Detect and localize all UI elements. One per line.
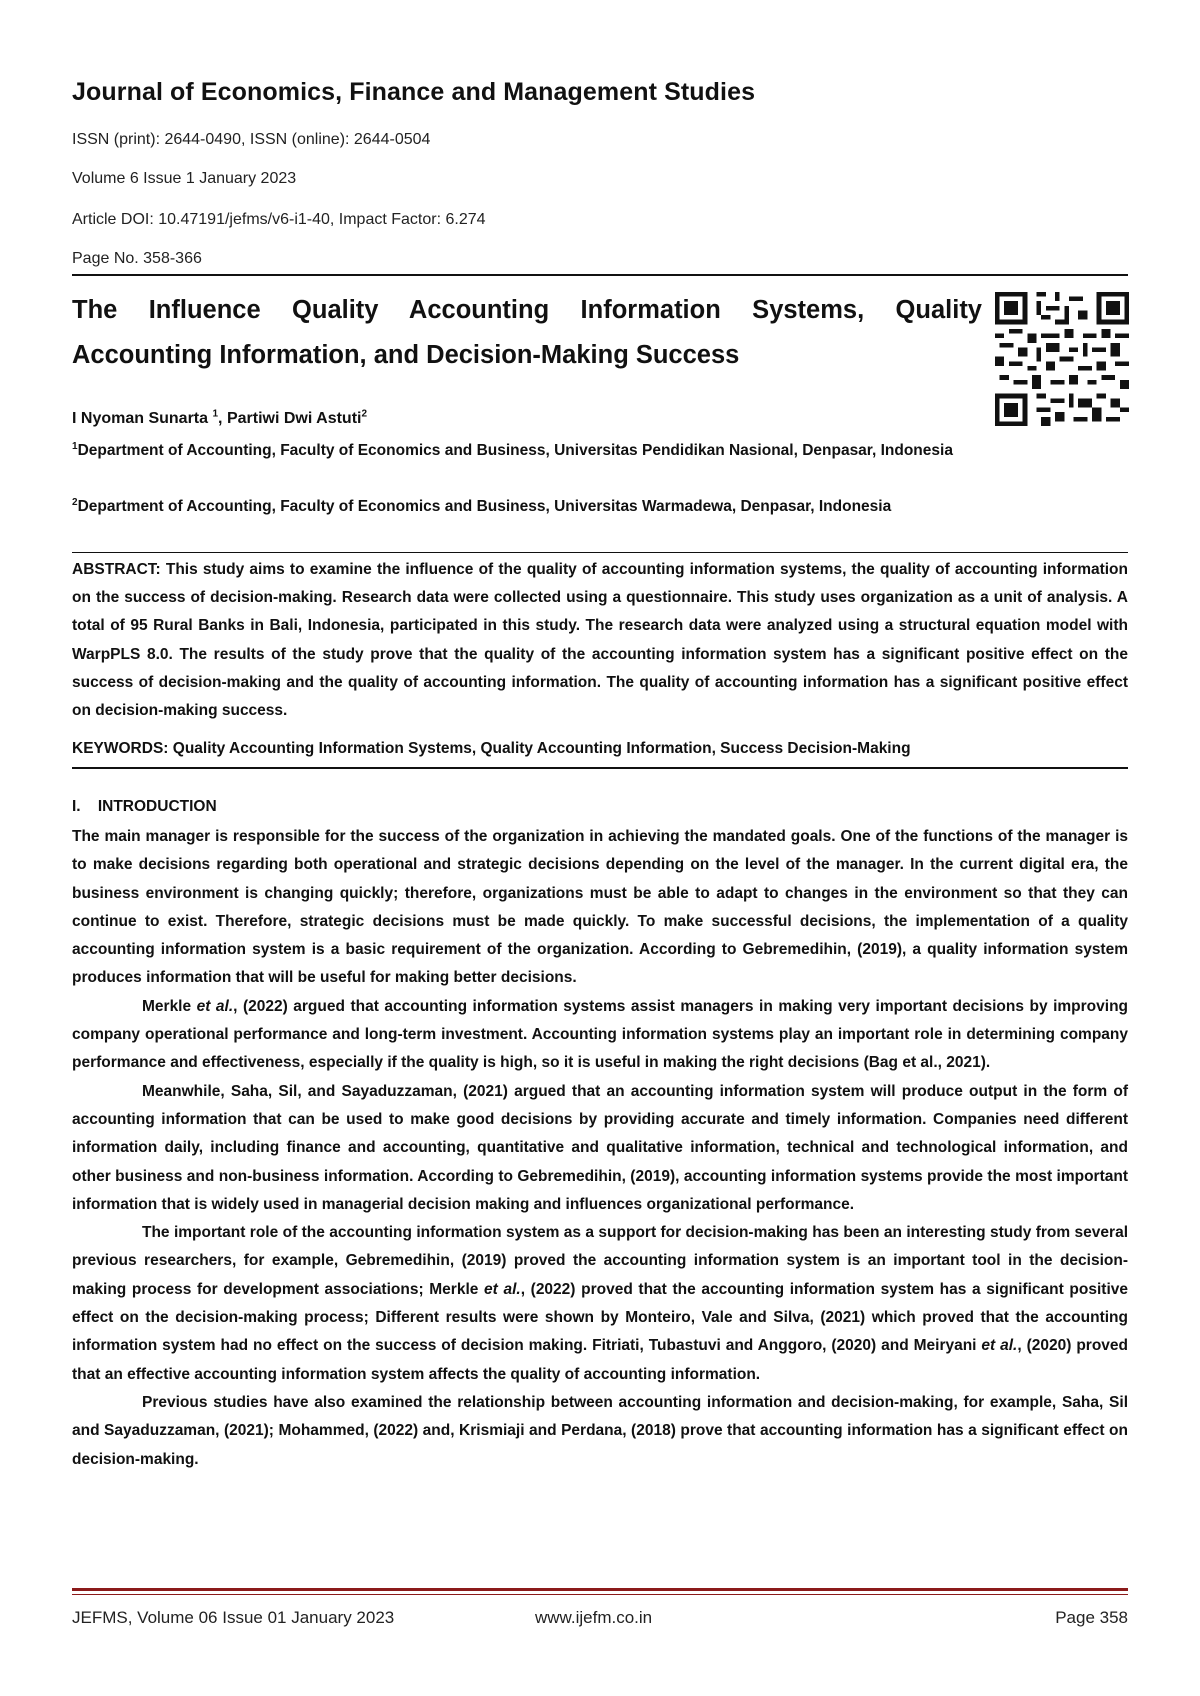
introduction-body: [72, 823, 1128, 1474]
intro-p4-etal-2: et al.: [981, 1337, 1018, 1355]
keywords-label: KEYWORDS:: [72, 740, 169, 757]
affiliation-2: [72, 493, 982, 521]
affiliation-1-mark: 1: [72, 440, 78, 452]
footer-rule-thick: [72, 1588, 1128, 1591]
affiliation-1-text: Department of Accounting, Faculty of Economics and Business, Universitas Pendidikan Nasional, Denpasar, Indonesia: [77, 442, 953, 459]
intro-paragraph-1: The main manager is responsible for the success of the organization in achieving the mandated goals. One of the functions of the manager is to make decisions regarding both operational and strategic decisions depending on the level of the manager. In the current digital era, the business environment is changing quickly; therefore, organizations must be able to adapt to changes in the environment so that they can continue to exist. Therefore, strategic decisions must be made quickly. To make successful decisions, the implementation of a quality accounting information system is a basic requirement of the organization. According to Gebremedihin, (2019), a quality information system produces information that will be useful for making better decisions.: [72, 828, 1128, 987]
intro-p4-text-b: , (2022) proved that the accounting information system has a significant positive effect on the decision-making process; Different results were shown by Monteiro, Vale and Silva, (2021) which proved that the accounting information system had no effect on the success of decision making. Fitriati, Tubastuvi and Anggoro, (2020) and Meiryani: [72, 1280, 1128, 1355]
footer-website-link[interactable]: www.ijefm.co.in: [535, 1608, 653, 1627]
abstract-top-divider: [72, 552, 1128, 553]
author-2: , Partiwi Dwi Astuti: [218, 410, 362, 427]
abstract: [72, 556, 1128, 725]
affiliation-1: [72, 437, 982, 465]
doi-line: Article DOI: 10.47191/jefms/v6-i1-40, Impact Factor: 6.274: [72, 211, 486, 228]
keywords: [72, 737, 1128, 761]
affiliation-2-mark: 2: [72, 496, 78, 508]
article-title-line-1: The Influence Quality Accounting Information Systems, Quality: [72, 296, 982, 324]
intro-paragraph-3: Meanwhile, Saha, Sil, and Sayaduzzaman, (2021) argued that an accounting information system will produce output in the form of accounting information that can be used to make good decisions by providing accurate and timely information. Companies need different information daily, including finance and accounting, quantitative and qualitative information, technical and technological information, and other business and non-business information. According to Gebremedihin, (2019), accounting information systems provide the most important information that is widely used in managerial decision making and influences organizational performance.: [72, 1082, 1128, 1213]
intro-p2-text-a: Merkle: [142, 997, 197, 1015]
author-1: I Nyoman Sunarta: [72, 410, 213, 427]
volume-line: Volume 6 Issue 1 January 2023: [72, 170, 297, 187]
intro-p4-text-c: , (2020) proved that an effective accounting information system affects the quality of accounting information.: [72, 1337, 1129, 1383]
article-title-line-2: Accounting Information, and Decision-Making Success: [72, 341, 740, 369]
abstract-bottom-divider: [72, 767, 1128, 769]
author-2-affiliation-mark: 2: [361, 408, 368, 420]
intro-paragraph-4: [72, 1219, 1128, 1389]
article-title: [72, 288, 982, 378]
page-range-line: Page No. 358-366: [72, 250, 202, 267]
affiliation-2-text: Department of Accounting, Faculty of Economics and Business, Universitas Warmadewa, Denpasar, Indonesia: [77, 498, 892, 515]
footer-rule-thin: [72, 1594, 1128, 1595]
intro-p2-etal: et al.: [196, 997, 234, 1015]
footer-page-number: Page 358: [1055, 1608, 1128, 1627]
issn-line: ISSN (print): 2644-0490, ISSN (online): 2644-0504: [72, 131, 431, 148]
footer-issue-info: JEFMS, Volume 06 Issue 01 January 2023: [72, 1608, 395, 1627]
intro-paragraph-2: [72, 993, 1128, 1078]
intro-paragraph-5: Previous studies have also examined the relationship between accounting information and decision-making, for example, Saha, Sil and Sayaduzzaman, (2021); Mohammed, (2022) and, Krismiaji and Perdana, (2018) prove that accounting information has a significant effect on decision-making.: [72, 1393, 1128, 1468]
author-line: [72, 410, 367, 428]
qr-code-icon: [995, 292, 1129, 426]
header-divider: [72, 274, 1128, 276]
author-1-affiliation-mark: 1: [212, 408, 219, 420]
intro-p2-text-b: , (2022) argued that accounting information systems assist managers in making very important decisions by improving company operational performance and long-term investment. Accounting information systems play an important role in determining company performance and effectiveness, especially if the quality is high, so it is useful in making the right decisions (Bag et al., 2021).: [72, 997, 1129, 1072]
journal-title: Journal of Economics, Finance and Management Studies: [72, 78, 756, 106]
abstract-text: This study aims to examine the influence of the quality of accounting information systems, the quality of accounting information on the success of decision-making. Research data were collected using a questionnaire. This study uses organization as a unit of analysis. A total of 95 Rural Banks in Bali, Indonesia, participated in this study. The research data were analyzed using a structural equation model with WarpPLS 8.0. The results of the study prove that the quality of the accounting information system has a significant positive effect on the success of decision-making and the quality of accounting information. The quality of accounting information has a significant positive effect on decision-making success.: [72, 561, 1128, 720]
keywords-text: Quality Accounting Information Systems, Quality Accounting Information, Success Decision-Making: [168, 740, 911, 757]
intro-p4-text-a: The important role of the accounting information system as a support for decision-making has been an interesting study from several previous researchers, for example, Gebremedihin, (2019) proved the accounting information system is an important tool in the decision-making process for development associations; Merkle: [72, 1224, 1128, 1298]
section-heading-introduction: I. INTRODUCTION: [72, 798, 217, 815]
abstract-label: ABSTRACT:: [72, 561, 161, 578]
intro-p4-etal-1: et al.: [484, 1280, 521, 1298]
